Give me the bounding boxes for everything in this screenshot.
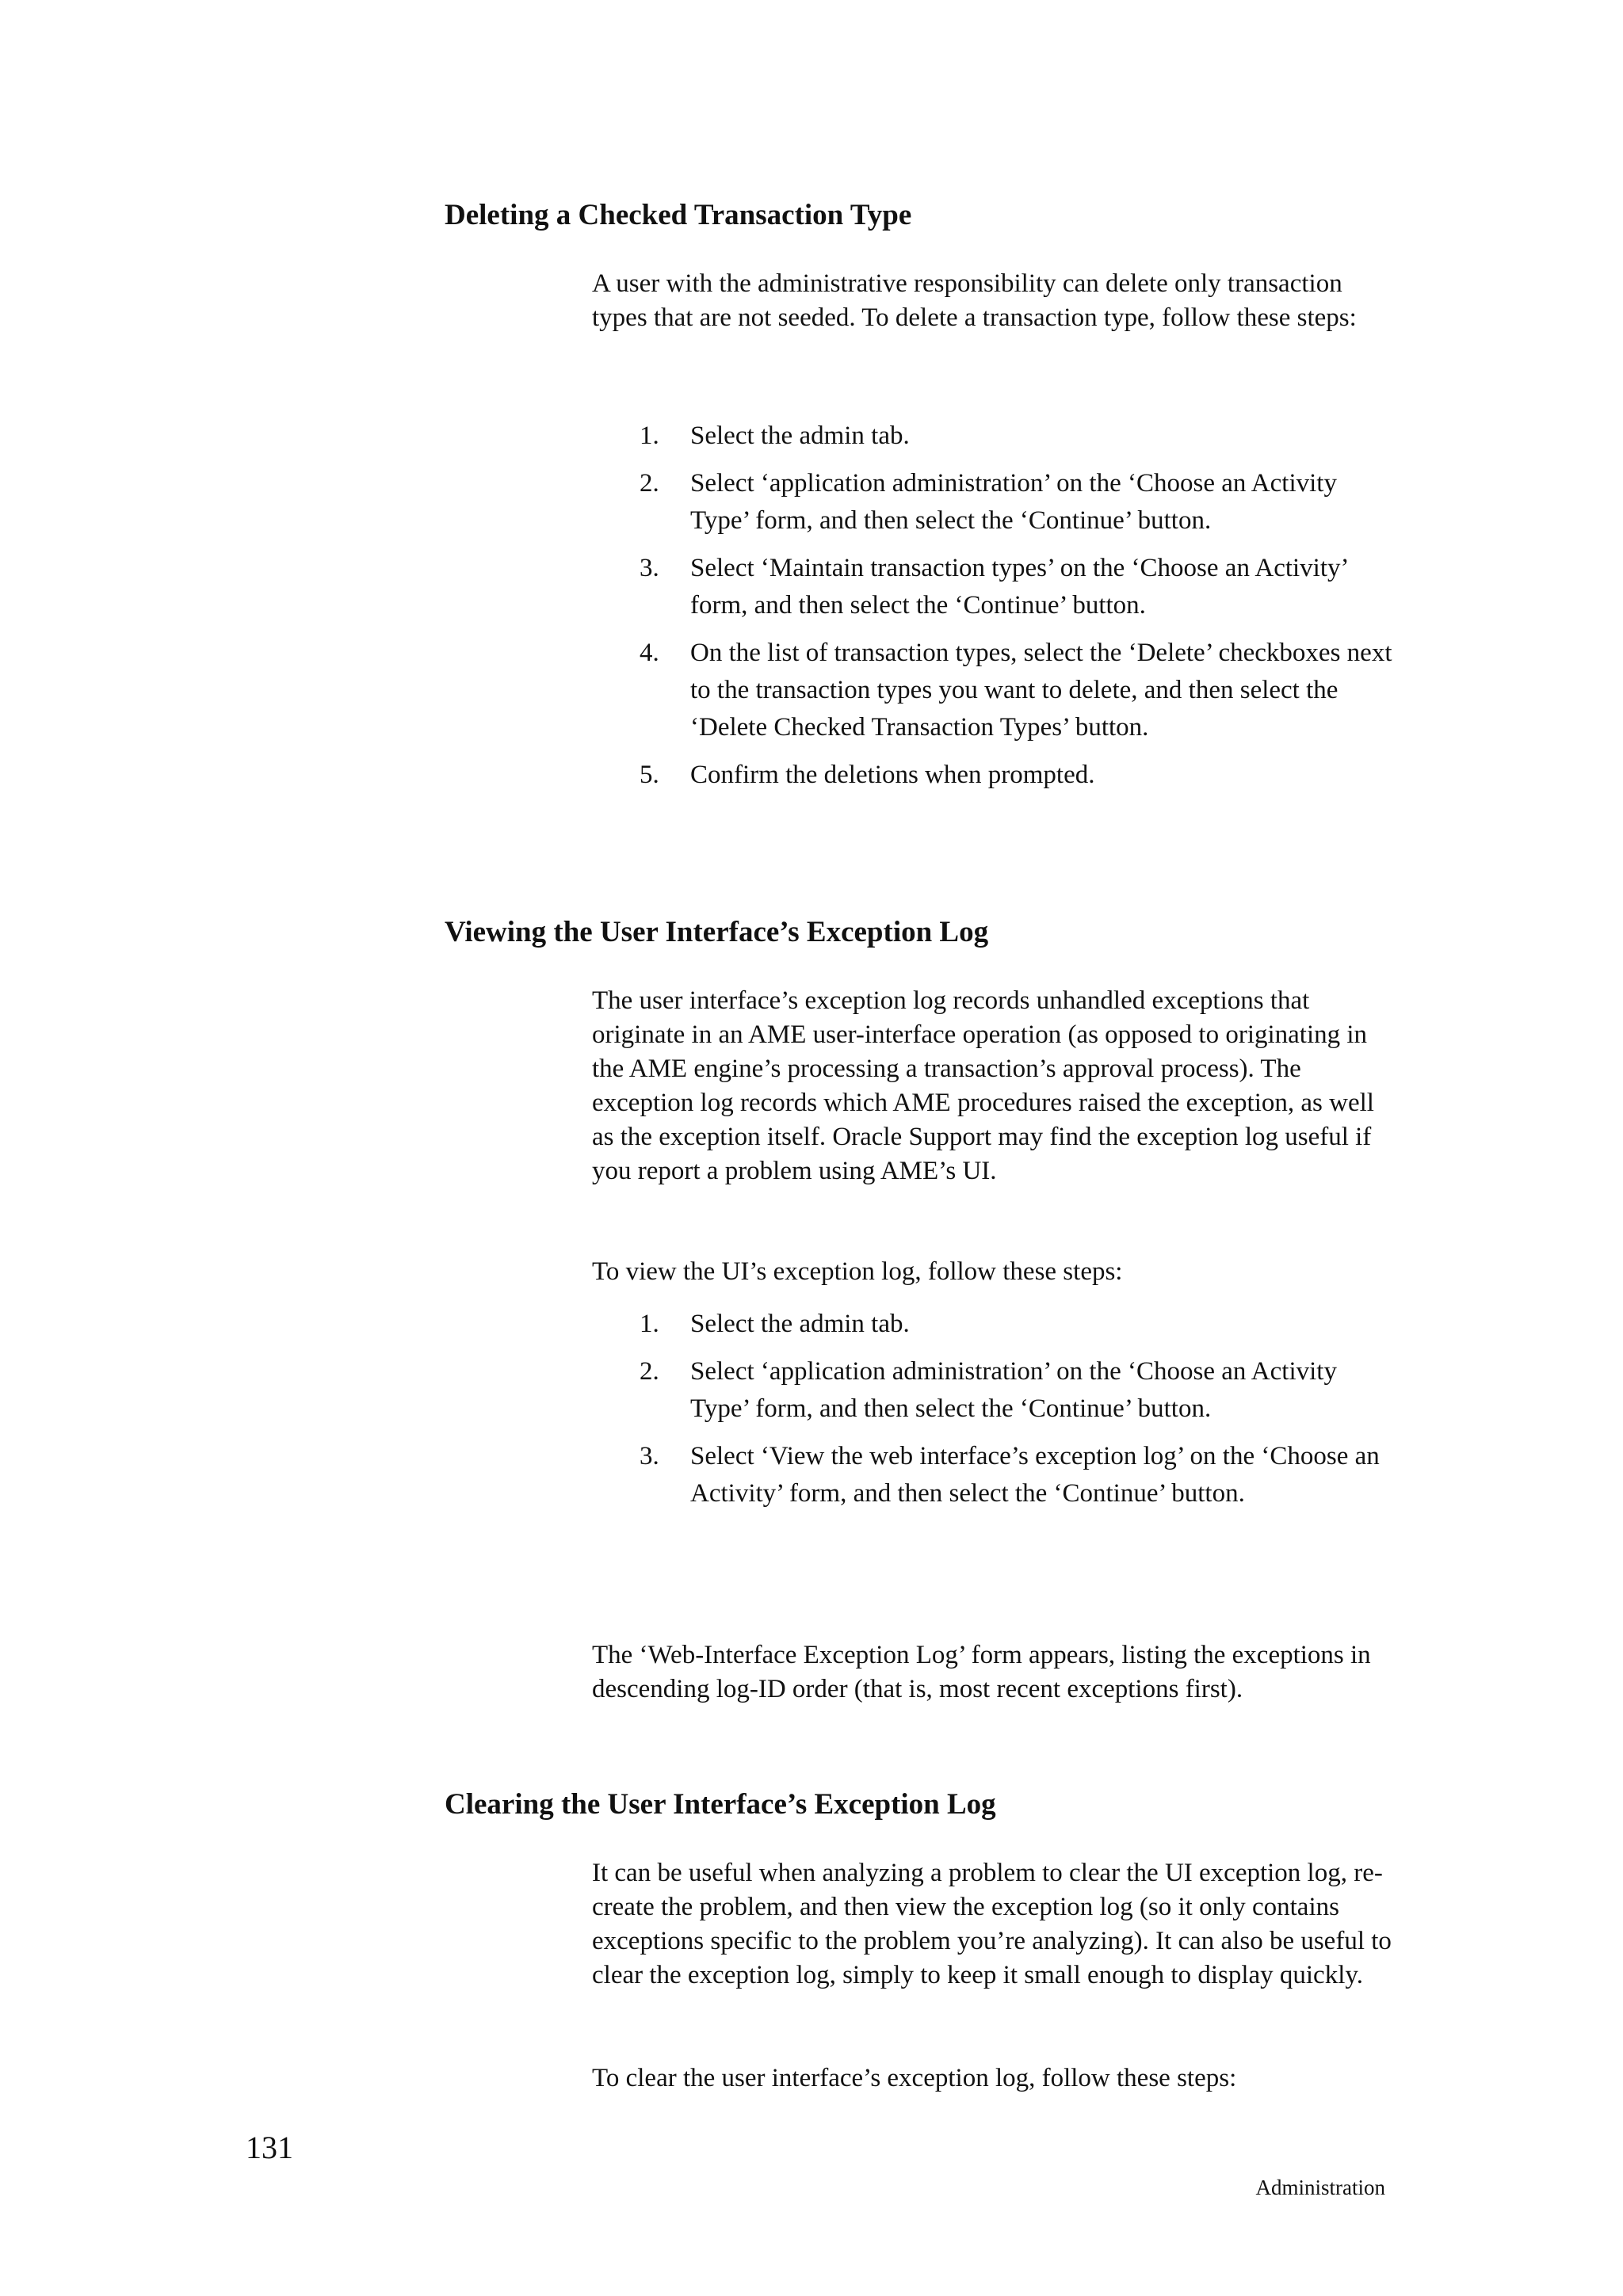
list-item bbox=[592, 1353, 1400, 1428]
list-item-text: Select ‘View the web interface’s exception log’ on the ‘Choose an Activity’ form, and then select the ‘Continue’ button. bbox=[690, 1442, 1380, 1508]
section-heading-viewing-exception-log: Viewing the User Interface’s Exception Log bbox=[445, 916, 989, 948]
paragraph-delete-intro: A user with the administrative responsibility can delete only transaction types that are not seeded. To delete a transaction type, follow these steps: bbox=[592, 269, 1357, 332]
list-item-text: Confirm the deletions when prompted. bbox=[690, 761, 1095, 789]
list-item bbox=[592, 465, 1400, 540]
list-item-text: On the list of transaction types, select the ‘Delete’ checkboxes next to the transaction types you want to delete, and then select the ‘Delete Checked Transaction Types’ button. bbox=[690, 639, 1392, 742]
footer-section-name: Administration bbox=[1255, 2176, 1385, 2199]
paragraph-clear-steps-intro: To clear the user interface’s exception log, follow these steps: bbox=[592, 2064, 1237, 2092]
view-steps-list bbox=[592, 1306, 1400, 1523]
list-item-number: 3. bbox=[640, 554, 659, 582]
list-item-text: Select ‘Maintain transaction types’ on the ‘Choose an Activity’ form, and then select the ‘Continue’ button. bbox=[690, 554, 1348, 620]
paragraph-exception-log-intro: The user interface’s exception log records unhandled exceptions that originate in an AME user-interface operation (as opposed to originating in the AME engine’s processing a transaction’s approval process). The exception log records which AME procedures raised the exception, as well as the exception itself. Oracle Support may find the exception log useful if you report a problem using AME’s UI. bbox=[592, 986, 1374, 1185]
list-item-number: 2. bbox=[640, 1357, 659, 1386]
list-item-text: Select ‘application administration’ on the ‘Choose an Activity Type’ form, and then select the ‘Continue’ button. bbox=[690, 469, 1337, 535]
paragraph-view-steps-intro: To view the UI’s exception log, follow these steps: bbox=[592, 1257, 1123, 1286]
list-item bbox=[592, 757, 1400, 794]
delete-steps-list bbox=[592, 418, 1400, 804]
paragraph-exception-log-form: The ‘Web-Interface Exception Log’ form appears, listing the exceptions in descending log-ID order (that is, most recent exceptions first). bbox=[592, 1641, 1371, 1703]
list-item-text: Select the admin tab. bbox=[690, 421, 910, 450]
section-heading-deleting-transaction-type: Deleting a Checked Transaction Type bbox=[445, 199, 912, 231]
list-item-number: 2. bbox=[640, 469, 659, 498]
list-item-number: 3. bbox=[640, 1442, 659, 1470]
list-item bbox=[592, 418, 1400, 455]
list-item-text: Select the admin tab. bbox=[690, 1310, 910, 1338]
section-heading-clearing-exception-log: Clearing the User Interface’s Exception Log bbox=[445, 1788, 996, 1821]
list-item-number: 5. bbox=[640, 761, 659, 789]
paragraph-clearing-intro: It can be useful when analyzing a problem to clear the UI exception log, re-create the problem, and then view the exception log (so it only contains exceptions specific to the problem you’re analyzing). It can also be useful to clear the exception log, simply to keep it small enough to display quickly. bbox=[592, 1859, 1392, 1989]
list-item-text: Select ‘application administration’ on the ‘Choose an Activity Type’ form, and then select the ‘Continue’ button. bbox=[690, 1357, 1337, 1423]
list-item-number: 1. bbox=[640, 1310, 659, 1338]
list-item bbox=[592, 1438, 1400, 1512]
page-number: 131 bbox=[246, 2130, 293, 2165]
list-item bbox=[592, 550, 1400, 624]
list-item bbox=[592, 635, 1400, 746]
list-item-number: 1. bbox=[640, 421, 659, 450]
list-item-number: 4. bbox=[640, 639, 659, 667]
list-item bbox=[592, 1306, 1400, 1343]
